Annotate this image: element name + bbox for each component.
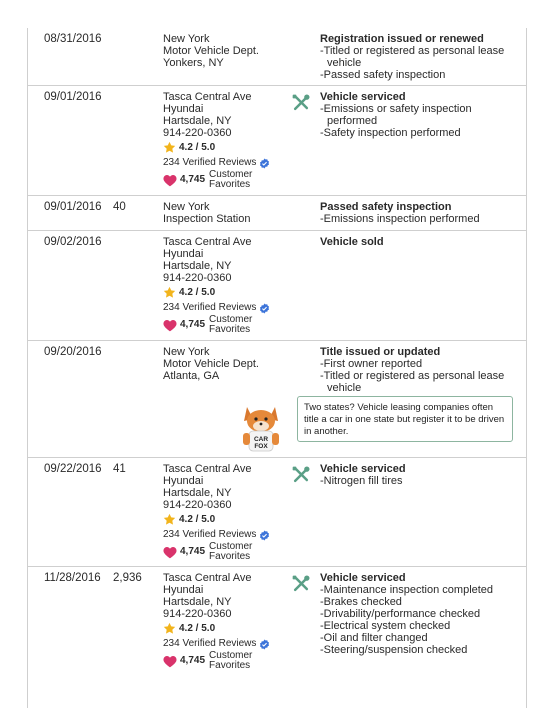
reviews-count: 234 Verified Reviews <box>163 157 257 168</box>
heart-icon <box>163 655 177 668</box>
source-line: Motor Vehicle Dept. <box>163 358 259 370</box>
history-row <box>28 86 526 196</box>
verified-reviews-link[interactable] <box>163 638 270 650</box>
detail-item: -Nitrogen fill tires <box>320 475 403 487</box>
source-line: Hyundai <box>163 475 204 487</box>
detail-item: -Titled or registered as personal lease <box>320 45 505 57</box>
mascot-label: FOX <box>254 443 268 450</box>
record-title: Passed safety inspection <box>320 201 452 213</box>
odometer-reading: 2,936 <box>113 572 142 584</box>
odometer-reading: 40 <box>113 201 126 213</box>
favorites-label: Customer Favorites <box>209 169 253 190</box>
detail-item: performed <box>327 115 378 127</box>
info-callout: Two states? Vehicle leasing companies often title a car in one state but register it to be driven in another. <box>297 396 513 442</box>
source-line: Atlanta, GA <box>163 370 220 382</box>
record-source <box>163 572 270 671</box>
detail-item: -Titled or registered as personal lease <box>320 370 505 382</box>
wrench-screwdriver-icon <box>291 574 311 594</box>
record-details <box>320 463 520 487</box>
source-line: Hyundai <box>163 584 204 596</box>
history-row <box>28 341 526 458</box>
heart-icon <box>163 174 177 187</box>
history-row <box>28 567 526 708</box>
vehicle-history-table <box>27 28 527 708</box>
detail-item: vehicle <box>327 57 362 69</box>
source-line: 914-220-0360 <box>163 499 232 511</box>
detail-item: -Oil and filter changed <box>320 632 428 644</box>
record-details <box>320 236 520 248</box>
wrench-screwdriver-icon <box>291 93 311 113</box>
customer-favorites[interactable] <box>163 651 270 671</box>
record-title: Registration issued or renewed <box>320 33 484 45</box>
source-line: New York <box>163 33 210 45</box>
history-row <box>28 196 526 231</box>
source-line: Tasca Central Ave <box>163 572 252 584</box>
dealer-rating[interactable] <box>163 286 270 299</box>
detail-item: -Brakes checked <box>320 596 402 608</box>
star-icon <box>163 141 176 154</box>
star-icon <box>163 286 176 299</box>
dealer-rating[interactable] <box>163 622 270 635</box>
wrench-screwdriver-icon <box>291 465 311 485</box>
detail-item: -Electrical system checked <box>320 620 451 632</box>
customer-favorites[interactable] <box>163 542 270 562</box>
source-line: 914-220-0360 <box>163 608 232 620</box>
record-details <box>320 91 520 139</box>
record-date: 09/22/2016 <box>44 463 102 475</box>
source-line: 914-220-0360 <box>163 272 232 284</box>
rating-value: 4.2 / 5.0 <box>179 286 216 298</box>
favorites-label: Customer Favorites <box>209 541 253 562</box>
record-source <box>163 91 270 190</box>
detail-item: -Steering/suspension checked <box>320 644 468 656</box>
favorites-label: Customer Favorites <box>209 314 253 335</box>
record-details <box>320 201 520 225</box>
verified-reviews-link[interactable] <box>163 157 270 169</box>
verified-badge-icon <box>259 639 270 650</box>
reviews-count: 234 Verified Reviews <box>163 529 257 540</box>
record-details <box>320 33 520 81</box>
source-line: Hartsdale, NY <box>163 596 232 608</box>
dealer-rating[interactable] <box>163 141 270 154</box>
record-date: 08/31/2016 <box>44 33 102 45</box>
verified-badge-icon <box>259 530 270 541</box>
source-line: Inspection Station <box>163 213 251 225</box>
source-line: Tasca Central Ave <box>163 236 252 248</box>
customer-favorites[interactable] <box>163 170 270 190</box>
star-icon <box>163 513 176 526</box>
detail-item: -Emissions or safety inspection <box>320 103 472 115</box>
mascot-label: CAR <box>253 436 269 443</box>
record-source <box>163 201 250 225</box>
detail-item: -Safety inspection performed <box>320 127 461 139</box>
record-date: 11/28/2016 <box>44 572 101 584</box>
record-date: 09/01/2016 <box>44 201 102 213</box>
record-title: Vehicle serviced <box>320 463 406 475</box>
source-line: Hartsdale, NY <box>163 260 232 272</box>
record-date: 09/20/2016 <box>44 346 102 358</box>
verified-reviews-link[interactable] <box>163 302 270 314</box>
star-icon <box>163 622 176 635</box>
heart-icon <box>163 546 177 559</box>
favorites-count: 4,745 <box>180 319 206 330</box>
carfox-mascot-icon <box>233 399 289 455</box>
record-details <box>320 346 520 394</box>
verified-reviews-link[interactable] <box>163 529 270 541</box>
customer-favorites[interactable] <box>163 315 270 335</box>
favorites-label: Customer Favorites <box>209 650 253 671</box>
history-row <box>28 231 526 341</box>
record-source <box>163 33 259 69</box>
record-source <box>163 236 270 335</box>
heart-icon <box>163 319 177 332</box>
record-date: 09/02/2016 <box>44 236 102 248</box>
source-line: New York <box>163 201 210 213</box>
source-line: Tasca Central Ave <box>163 463 252 475</box>
record-details <box>320 572 520 656</box>
record-source <box>163 463 270 562</box>
record-source <box>163 346 259 382</box>
favorites-count: 4,745 <box>180 655 206 666</box>
source-line: Tasca Central Ave <box>163 91 252 103</box>
detail-item: -Maintenance inspection completed <box>320 584 494 596</box>
source-line: Hartsdale, NY <box>163 115 232 127</box>
reviews-count: 234 Verified Reviews <box>163 638 257 649</box>
source-line: Yonkers, NY <box>163 57 224 69</box>
record-date: 09/01/2016 <box>44 91 102 103</box>
rating-value: 4.2 / 5.0 <box>179 622 216 634</box>
verified-badge-icon <box>259 158 270 169</box>
dealer-rating[interactable] <box>163 513 270 526</box>
source-line: Hyundai <box>163 103 204 115</box>
rating-value: 4.2 / 5.0 <box>179 141 216 153</box>
record-title: Vehicle sold <box>320 236 384 248</box>
detail-item: -Emissions inspection performed <box>320 213 480 225</box>
source-line: Hartsdale, NY <box>163 487 232 499</box>
odometer-reading: 41 <box>113 463 126 475</box>
detail-item: -Passed safety inspection <box>320 69 446 81</box>
history-row <box>28 458 526 567</box>
source-line: Hyundai <box>163 248 204 260</box>
reviews-count: 234 Verified Reviews <box>163 302 257 313</box>
history-row <box>28 28 526 86</box>
record-title: Vehicle serviced <box>320 91 406 103</box>
detail-item: -Drivability/performance checked <box>320 608 481 620</box>
record-title: Title issued or updated <box>320 346 441 358</box>
rating-value: 4.2 / 5.0 <box>179 513 216 525</box>
source-line: Motor Vehicle Dept. <box>163 45 259 57</box>
detail-item: vehicle <box>327 382 362 394</box>
favorites-count: 4,745 <box>180 174 206 185</box>
source-line: 914-220-0360 <box>163 127 232 139</box>
verified-badge-icon <box>259 303 270 314</box>
favorites-count: 4,745 <box>180 546 206 557</box>
detail-item: -First owner reported <box>320 358 423 370</box>
record-title: Vehicle serviced <box>320 572 406 584</box>
source-line: New York <box>163 346 210 358</box>
